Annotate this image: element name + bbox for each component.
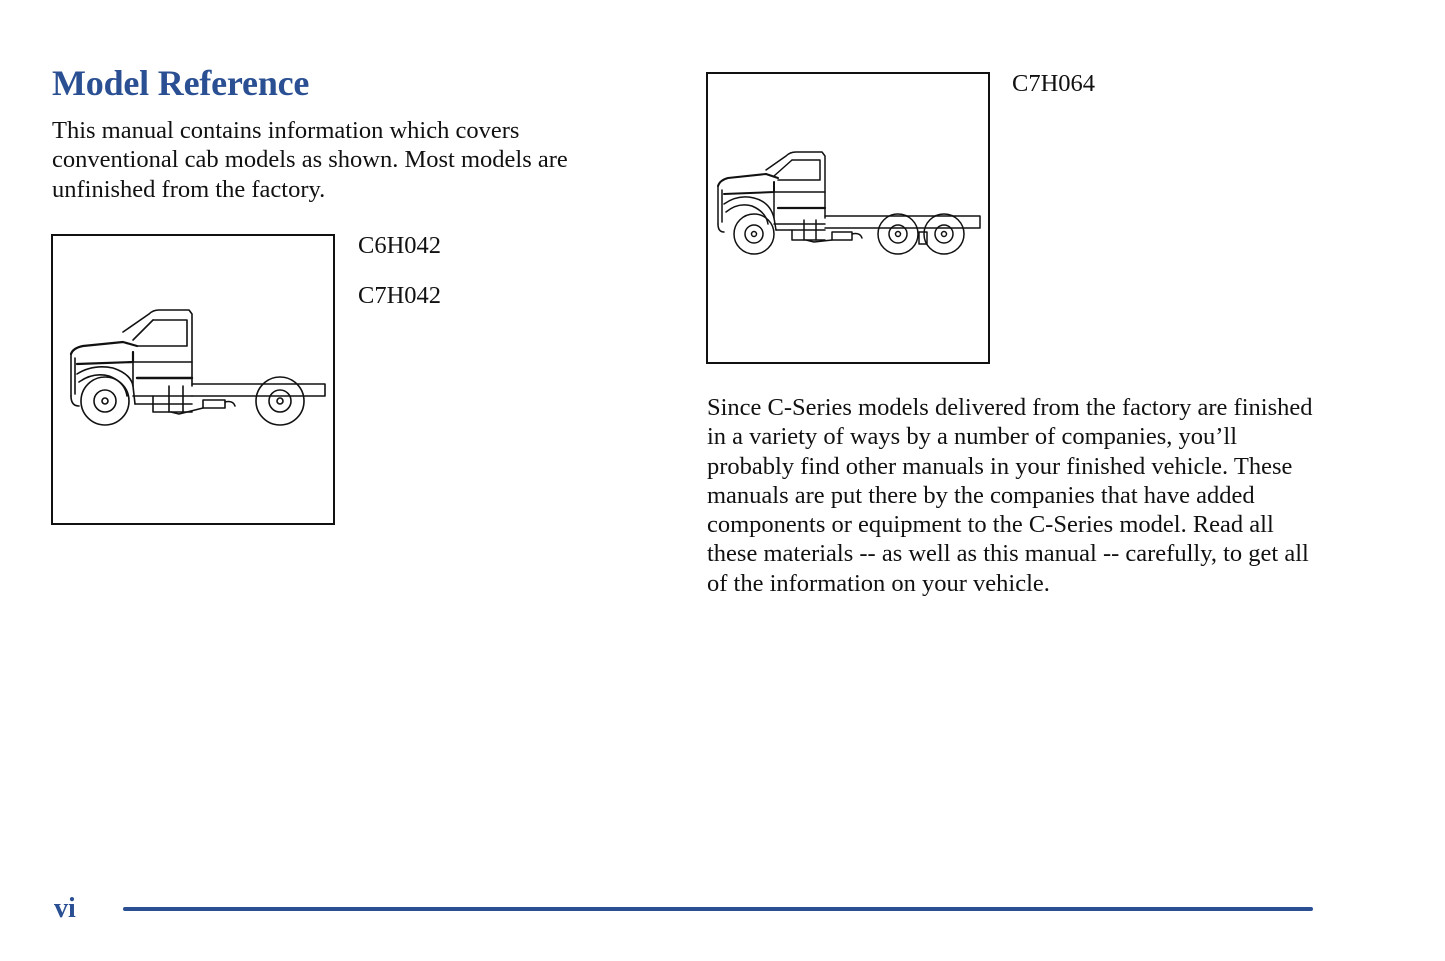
- finishing-manuals-paragraph: Since C-Series models delivered from the factory are finished in a variety of ways by a number of companies, you’ll probably find other manuals in your finished vehicle. These manuals are put there by the companies that have added components or equipment to the C-Series model. Read all these materials -- as well as this manual -- carefully, to get all of the information on your vehicle.: [707, 394, 1313, 597]
- model-code: C7H042: [358, 282, 442, 309]
- page-number: vi: [54, 893, 76, 924]
- intro-paragraph: This manual contains information which covers conventional cab models as shown. Most models are unfinished from the factory.: [52, 117, 568, 203]
- footer-divider: [123, 907, 1313, 911]
- page-title: Model Reference: [52, 63, 310, 103]
- model-code: C7H064: [1012, 70, 1096, 97]
- figure-single-axle-truck: [51, 234, 335, 525]
- truck-tandem-axle-icon: [708, 74, 988, 362]
- truck-single-axle-icon: [53, 236, 333, 523]
- model-code: C6H042: [358, 232, 442, 259]
- figure-tandem-axle-truck: [706, 72, 990, 364]
